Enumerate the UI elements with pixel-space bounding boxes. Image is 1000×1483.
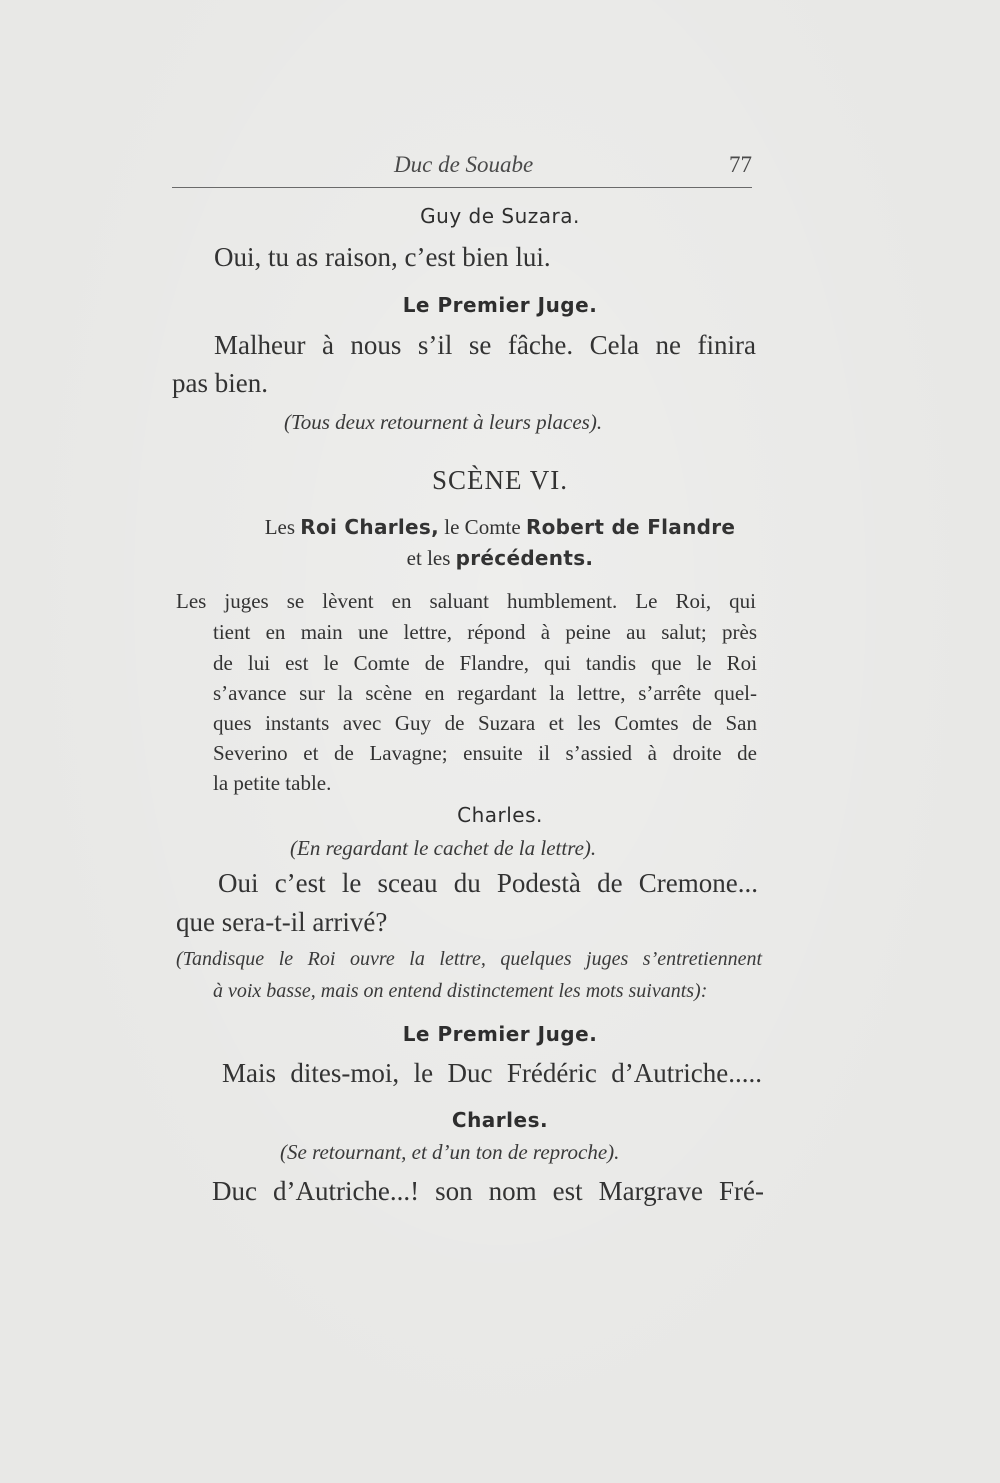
speaker-le-premier-juge: Le Premier Juge.	[402, 293, 598, 317]
cast-name: Roi Charles,	[300, 515, 440, 539]
speaker-charles: Charles.	[457, 803, 543, 827]
dialogue-line: Duc d’Autriche...! son nom est Margrave Fré-	[212, 1176, 764, 1206]
stage-direction: à voix basse, mais on entend distinctement les mots suivants):	[213, 980, 708, 1002]
running-title: Duc de Souabe	[394, 152, 534, 177]
dialogue-line: pas bien.	[172, 368, 268, 398]
header-rule	[172, 187, 752, 188]
cast-text: Les	[264, 515, 301, 539]
stage-paragraph-line: tient en main une lettre, répond à peine au salut; près	[213, 620, 757, 644]
page-number: 77	[729, 152, 752, 177]
stage-paragraph-line: la petite table.	[213, 771, 332, 795]
stage-paragraph-line: Severino et de Lavagne; ensuite il s’assied à droite de	[213, 741, 757, 765]
stage-paragraph-line: Les juges se lèvent en saluant humblement. Le Roi, qui	[176, 589, 756, 613]
speaker-guy-de-suzara: Guy de Suzara.	[420, 204, 580, 228]
cast-text: le Comte	[439, 515, 526, 539]
cast-name: Robert de Flandre	[525, 515, 736, 539]
stage-direction: (Tandisque le Roi ouvre la lettre, quelques juges s’entretiennent	[176, 948, 762, 970]
dialogue-line: Malheur à nous s’il se fâche. Cela ne finira	[214, 330, 756, 360]
stage-paragraph-line: ques instants avec Guy de Suzara et les Comtes de San	[213, 711, 757, 735]
stage-direction: (Tous deux retournent à leurs places).	[284, 410, 603, 434]
scene-title: SCÈNE VI.	[431, 465, 568, 495]
cast-list-line	[0, 546, 1000, 571]
stage-paragraph-line: s’avance sur la scène en regardant la lettre, s’arrête quel-	[213, 681, 757, 705]
dialogue-line: Mais dites-moi, le Duc Frédéric d’Autriche.....	[222, 1058, 762, 1088]
page-header	[172, 148, 754, 190]
stage-direction: (En regardant le cachet de la lettre).	[290, 836, 597, 860]
cast-list-line	[0, 515, 1000, 540]
stage-direction: (Se retournant, et d’un ton de reproche).	[280, 1140, 620, 1164]
cast-text: et les	[406, 546, 456, 570]
dialogue-line: Oui c’est le sceau du Podestà de Cremone...	[218, 868, 758, 898]
speaker-le-premier-juge: Le Premier Juge.	[402, 1022, 598, 1046]
speaker-charles: Charles.	[451, 1108, 549, 1132]
dialogue-line: Oui, tu as raison, c’est bien lui.	[214, 242, 551, 272]
dialogue-line: que sera-t-il arrivé?	[176, 907, 388, 937]
cast-name: précédents.	[455, 546, 594, 570]
stage-paragraph-line: de lui est le Comte de Flandre, qui tandis que le Roi	[213, 651, 757, 675]
